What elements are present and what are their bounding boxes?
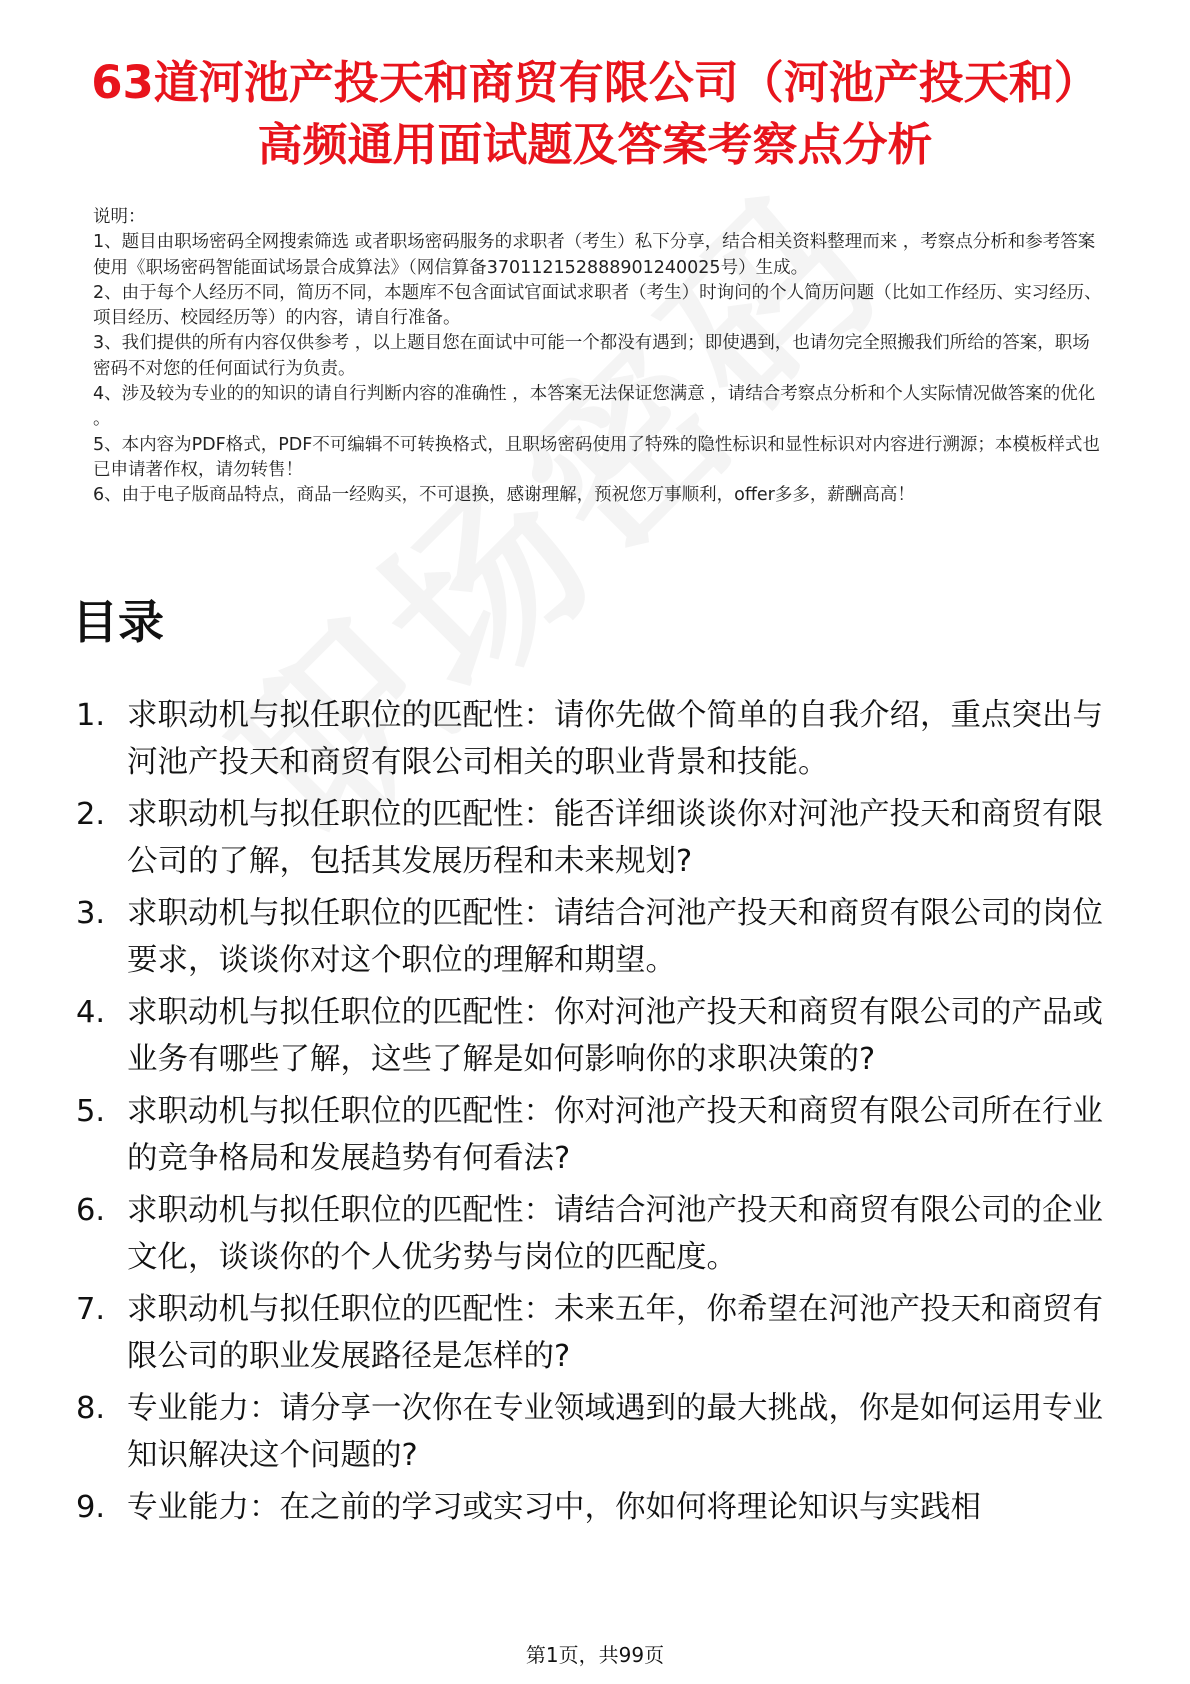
toc-item-number: 2. [76, 797, 106, 832]
toc-item[interactable] [72, 1088, 1132, 1182]
toc-item[interactable] [72, 791, 1132, 885]
notes-item: 2、由于每个人经历不同，简历不同，本题库不包含面试官面试求职者（考生）时询问的个人简历问题（比如工作经历、实习经历、项目经历、校园经历等）的内容，请自行准备。 [93, 282, 1102, 329]
toc-item-text: 专业能力：请分享一次你在专业领域遇到的最大挑战，你是如何运用专业知识解决这个问题的? [127, 1391, 1103, 1473]
notes-item: 5、本内容为PDF格式，PDF不可编辑不可转换格式，且职场密码使用了特殊的隐性标识和显性标识对内容进行溯源；本模板样式也已申请著作权，请勿转售！ [93, 434, 1100, 480]
toc-item[interactable] [72, 1187, 1132, 1281]
toc-item-text: 求职动机与拟任职位的匹配性：你对河池产投天和商贸有限公司所在行业的竞争格局和发展趋势有何看法? [127, 1094, 1103, 1176]
notes-heading: 说明： [93, 207, 146, 227]
toc-item[interactable] [72, 890, 1132, 984]
toc-item-number: 6. [76, 1193, 106, 1228]
toc-item-text: 求职动机与拟任职位的匹配性：请你先做个简单的自我介绍，重点突出与河池产投天和商贸有限公司相关的职业背景和技能。 [127, 698, 1103, 780]
notes-item: 4、涉及较为专业的的知识的请自行判断内容的准确性 ，本答案无法保证您满意 ，请结合考察点分析和个人实际情况做答案的优化 。 [93, 384, 1096, 430]
toc-list [72, 692, 1132, 1536]
toc-item[interactable] [72, 1385, 1132, 1479]
toc-item-text: 求职动机与拟任职位的匹配性：请结合河池产投天和商贸有限公司的企业文化，谈谈你的个人优劣势与岗位的匹配度。 [127, 1193, 1103, 1275]
notes-item: 3、我们提供的所有内容仅供参考 ，以上题目您在面试中可能一个都没有遇到；即使遇到，也请勿完全照搬我们所给的答案，职场密码不对您的任何面试行为负责。 [93, 333, 1090, 379]
toc-item-number: 4. [76, 995, 106, 1030]
toc-item[interactable] [72, 989, 1132, 1083]
toc-item-number: 3. [76, 896, 106, 931]
toc-item-number: 1. [76, 698, 106, 733]
toc-item-number: 9. [76, 1490, 106, 1525]
toc-item-number: 5. [76, 1094, 106, 1129]
page-footer: 第1页，共99页 [525, 1643, 665, 1667]
toc-item[interactable] [72, 1484, 1132, 1531]
toc-item-text: 求职动机与拟任职位的匹配性：请结合河池产投天和商贸有限公司的岗位要求，谈谈你对这个职位的理解和期望。 [127, 896, 1103, 978]
notes-item: 6、由于电子版商品特点，商品一经购买，不可退换，感谢理解，预祝您万事顺利，offer多多，薪酬高高！ [93, 485, 915, 506]
toc-item-text: 求职动机与拟任职位的匹配性：未来五年，你希望在河池产投天和商贸有限公司的职业发展路径是怎样的? [127, 1292, 1103, 1374]
toc-item-number: 8. [76, 1391, 106, 1426]
toc-item-text: 专业能力：在之前的学习或实习中，你如何将理论知识与实践相 [127, 1490, 981, 1525]
document-title: 63道河池产投天和商贸有限公司（河池产投天和）高频通用面试题及答案考察点分析 [91, 56, 1099, 171]
toc-heading: 目录 [72, 595, 164, 649]
notes-item: 1、题目由职场密码全网搜索筛选 或者职场密码服务的求职者（考生）私下分享，结合相关资料整理而来 ，考察点分析和参考答案使用《职场密码智能面试场景合成算法》（网信算备370112152888901240025号）生成。 [93, 232, 1096, 278]
notes-section [93, 205, 1103, 509]
toc-item[interactable] [72, 692, 1132, 786]
toc-item-text: 求职动机与拟任职位的匹配性：能否详细谈谈你对河池产投天和商贸有限公司的了解，包括其发展历程和未来规划? [127, 797, 1103, 879]
toc-item-text: 求职动机与拟任职位的匹配性：你对河池产投天和商贸有限公司的产品或业务有哪些了解，这些了解是如何影响你的求职决策的? [127, 995, 1103, 1077]
toc-item-number: 7. [76, 1292, 106, 1327]
toc-item[interactable] [72, 1286, 1132, 1380]
